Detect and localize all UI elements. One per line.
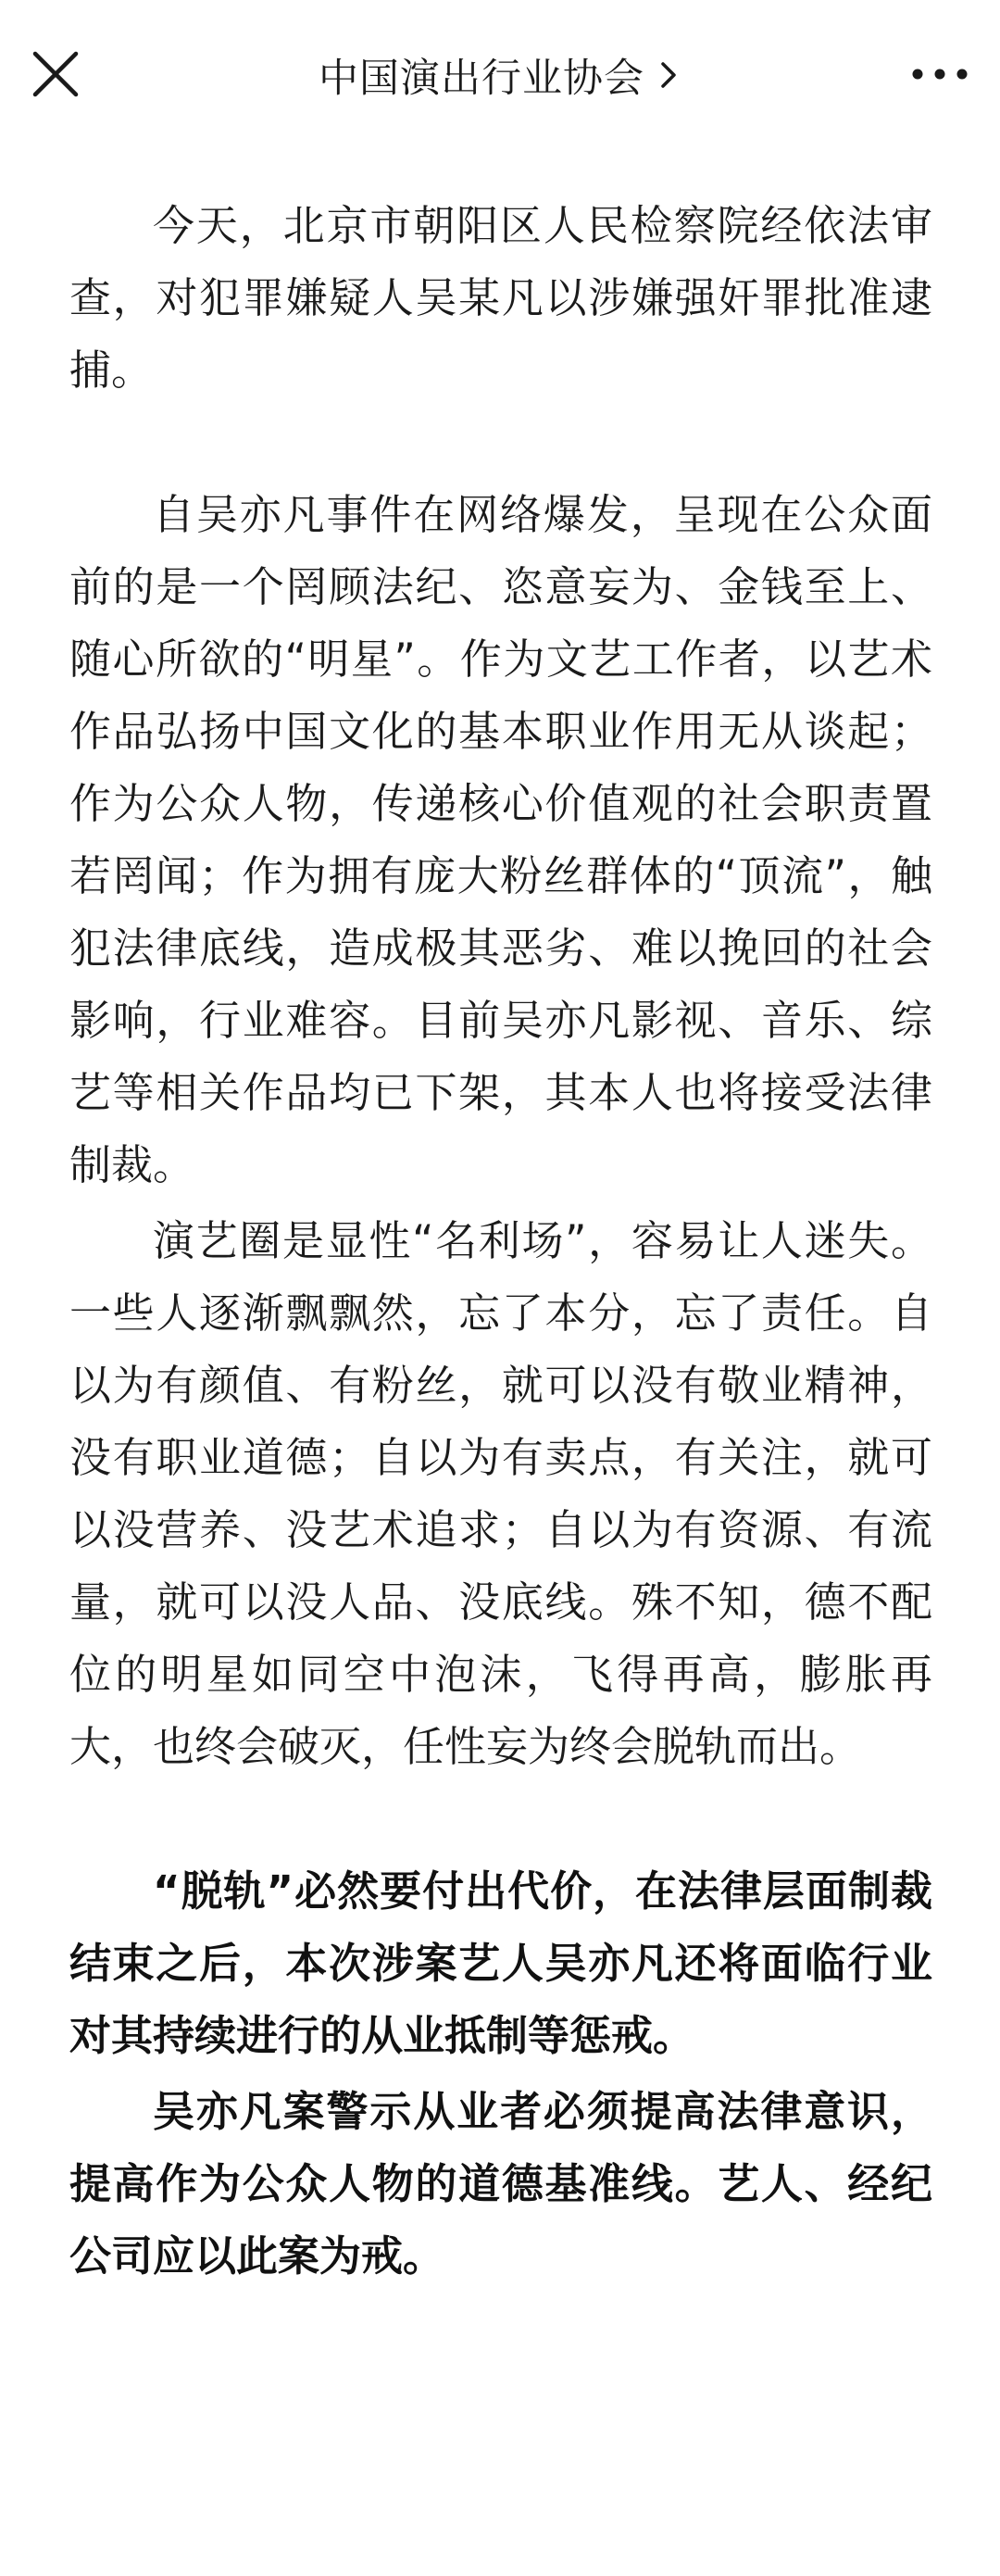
top-navigation-bar [0, 0, 1000, 153]
article-paragraph: 自吴亦凡事件在网络爆发，呈现在公众面前的是一个罔顾法纪、恣意妄为、金钱至上、随心所欲的“明星”。作为文艺工作者，以艺术作品弘扬中国文化的基本职业作用无从谈起；作为公众人物，传递核心价值观的社会职责置若罔闻；作为拥有庞大粉丝群体的“顶流”，触犯法律底线，造成极其恶劣、难以挽回的社会影响，行业难容。目前吴亦凡影视、音乐、综艺等相关作品均已下架，其本人也将接受法律制裁。 [69, 490, 932, 1189]
close-icon [26, 44, 85, 104]
more-options-button[interactable] [907, 48, 972, 100]
account-title-link[interactable] [185, 44, 815, 106]
article-body [69, 190, 932, 2293]
article-paragraph-bold: 吴亦凡案警示从业者必须提高法律意识，提高作为公众人物的道德基准线。艺人、经纪公司应以此案为戒。 [69, 2087, 932, 2281]
paragraph-spacer [69, 1783, 932, 1855]
close-button[interactable] [26, 44, 85, 104]
article-paragraph: 今天，北京市朝阳区人民检察院经依法审查，对犯罪嫌疑人吴某凡以涉嫌强奸罪批准逮捕。 [69, 201, 932, 395]
article-paragraph-bold: “脱轨”必然要付出代价，在法律层面制裁结束之后，本次涉案艺人吴亦凡还将面临行业对其持续进行的从业抵制等惩戒。 [69, 1866, 932, 2060]
more-horizontal-icon [907, 48, 972, 100]
paragraph-spacer [69, 407, 932, 479]
article-paragraph: 演艺圈是显性“名利场”，容易让人迷失。一些人逐渐飘飘然，忘了本分，忘了责任。自以为有颜值、有粉丝，就可以没有敬业精神，没有职业道德；自以为有卖点，有关注，就可以没营养、没艺术追求；自以为有资源、有流量，就可以没人品、没底线。殊不知，德不配位的明星如同空中泡沫，飞得再高，膨胀再大，也终会破灭，任性妄为终会脱轨而出。 [69, 1216, 932, 1771]
chevron-right-icon [656, 58, 681, 92]
page-title: 中国演出行业协会 [319, 55, 644, 102]
